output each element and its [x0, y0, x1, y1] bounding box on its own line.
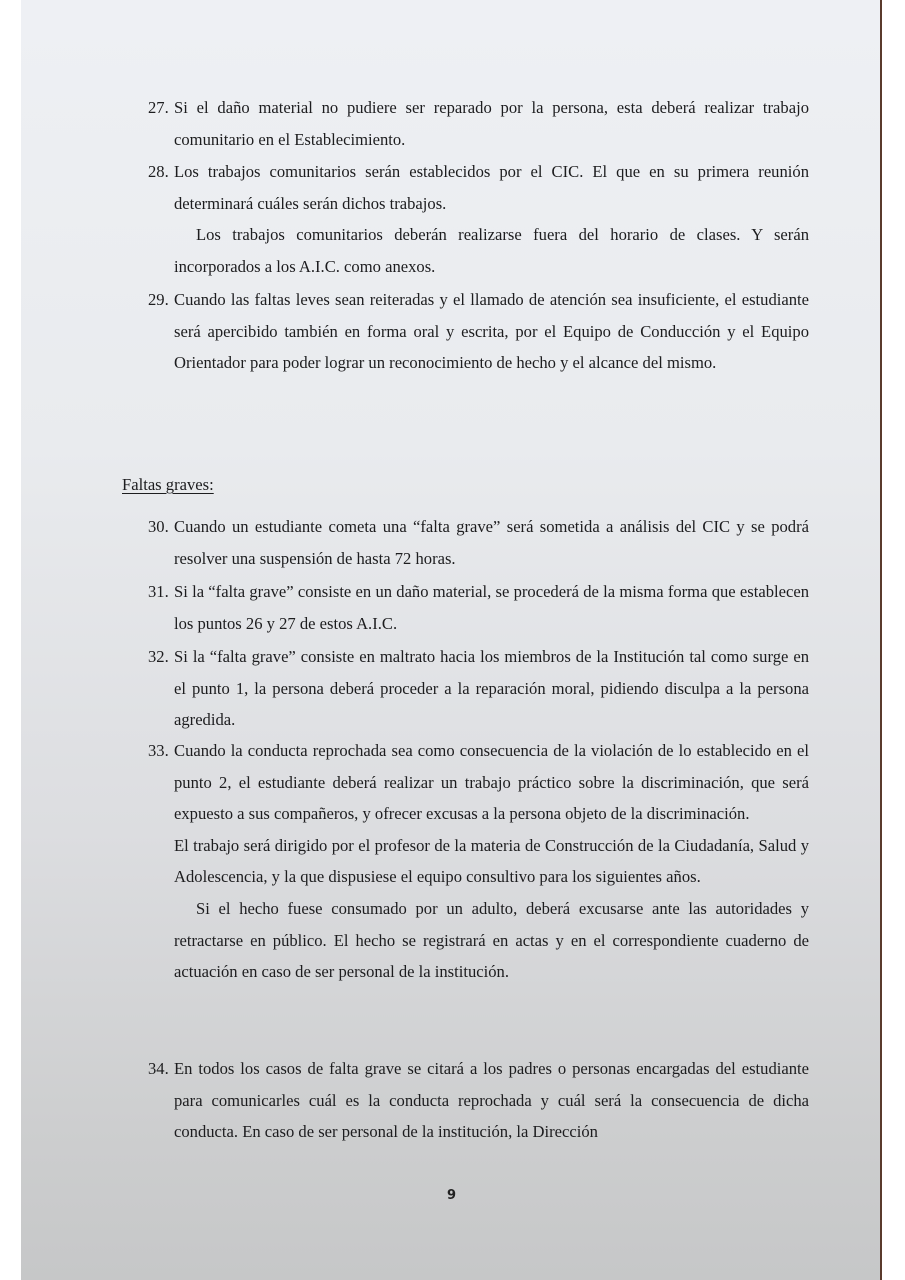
item-paragraph: Si el daño material no pudiere ser reparado por la persona, esta deberá realizar trabajo comunitario en el Establecimiento. [174, 98, 809, 149]
item-paragraph: Si el hecho fuese consumado por un adulto, deberá excusarse ante las autoridades y retractarse en público. El hecho se registrará en actas y en el correspondiente cuaderno de actuación en caso de ser personal de la institución. [174, 898, 809, 982]
item-paragraph: El trabajo será dirigido por el profesor de la materia de Construcción de la Ciudadanía, Salud y Adolescencia, y la que dispusiese el equipo consultivo para los siguientes años. [174, 835, 809, 887]
item-paragraph: Si la “falta grave” consiste en maltrato hacia los miembros de la Institución tal como surge en el punto 1, la persona deberá proceder a la reparación moral, pidiendo disculpa a la persona agredida. [174, 647, 809, 730]
item-number: 28. [148, 162, 169, 181]
item-body [174, 576, 809, 639]
item-number: 27. [148, 98, 169, 117]
page-number: 9 [446, 1188, 457, 1203]
list-item-30 [148, 511, 809, 574]
list-item-33 [148, 735, 809, 988]
item-paragraph: Los trabajos comunitarios serán establecidos por el CIC. El que en su primera reunión determinará cuáles serán dichos trabajos. [174, 162, 809, 213]
item-number: 34. [148, 1059, 169, 1078]
item-body [174, 156, 809, 282]
list-item-29 [148, 284, 809, 379]
list-item-32 [148, 641, 809, 736]
list-item-34 [148, 1053, 809, 1148]
item-paragraph: Cuando las faltas leves sean reiteradas y el llamado de atención sea insuficiente, el estudiante será apercibido también en forma oral y escrita, por el Equipo de Conducción y el Equipo Orientador para poder lograr un reconocimiento de hecho y el alcance del mismo. [174, 290, 809, 373]
item-number: 30. [148, 517, 169, 536]
document-page [21, 0, 882, 1280]
item-paragraph: Los trabajos comunitarios deberán realizarse fuera del horario de clases. Y serán incorporados a los A.I.C. como anexos. [174, 225, 809, 276]
item-body [174, 284, 809, 379]
item-body [174, 511, 809, 574]
item-paragraph: Cuando un estudiante cometa una “falta grave” será sometida a análisis del CIC y se podrá resolver una suspensión de hasta 72 horas. [174, 517, 809, 568]
item-body [174, 735, 809, 988]
item-paragraph: Si la “falta grave” consiste en un daño material, se procederá de la misma forma que establecen los puntos 26 y 27 de estos A.I.C. [174, 582, 809, 633]
item-paragraph: En todos los casos de falta grave se citará a los padres o personas encargadas del estudiante para comunicarles cuál es la conducta reprochada y cuál será la consecuencia de dicha conducta. En caso de ser personal de la institución, la Dirección [174, 1059, 809, 1142]
section-heading: Faltas graves: [122, 475, 214, 494]
item-body [174, 92, 809, 155]
item-number: 31. [148, 582, 169, 601]
list-item-31 [148, 576, 809, 639]
item-number: 33. [148, 741, 169, 760]
list-item-28 [148, 156, 809, 282]
item-paragraph: Cuando la conducta reprochada sea como consecuencia de la violación de lo establecido en el punto 2, el estudiante deberá realizar un trabajo práctico sobre la discriminación, que será expuesto a sus compañeros, y ofrecer excusas a la persona objeto de la discriminación. [174, 741, 809, 824]
list-item-27 [148, 92, 809, 155]
item-body [174, 1053, 809, 1148]
item-number: 29. [148, 290, 169, 309]
item-number: 32. [148, 647, 169, 666]
item-body [174, 641, 809, 736]
